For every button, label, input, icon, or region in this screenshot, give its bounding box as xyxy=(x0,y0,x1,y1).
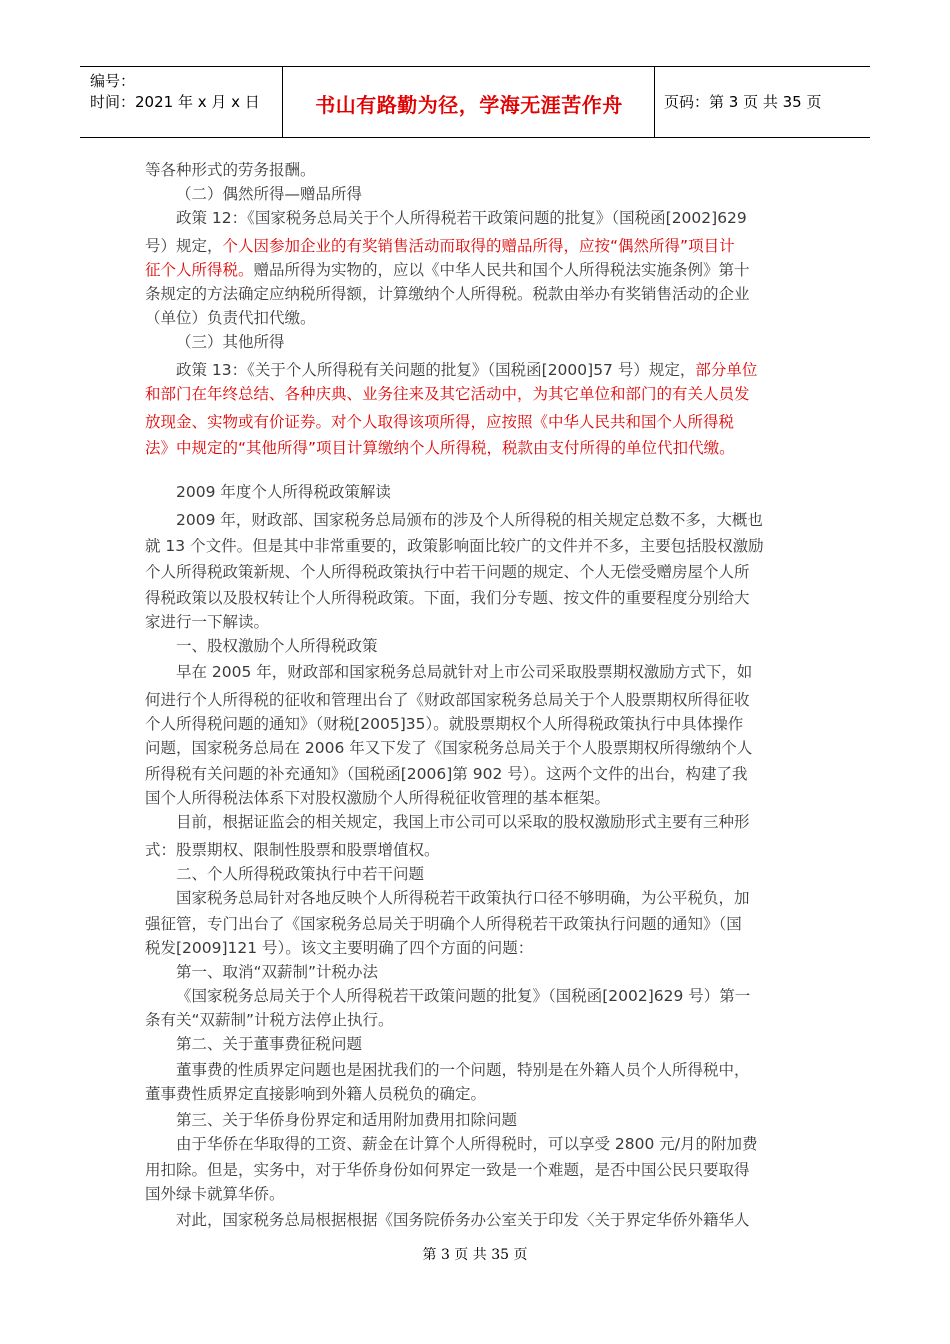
text-line xyxy=(145,234,805,258)
text-run: 就 13 个文件。但是其中非常重要的，政策影响面比较广的文件并不多，主要包括股权激励 xyxy=(145,537,764,555)
text-run: 二、个人所得税政策执行中若干问题 xyxy=(176,865,425,883)
text-line xyxy=(176,1208,805,1232)
text-run: 税发[2009]121 号）。该文主要明确了四个方面的问题： xyxy=(145,939,534,957)
header-meta xyxy=(90,71,260,113)
text-run: 董事费性质界定直接影响到外籍人员税负的确定。 xyxy=(145,1085,487,1103)
text-run: 《国家税务总局关于个人所得税若干政策问题的批复》（国税函[2002]629 号）第一 xyxy=(176,987,751,1005)
text-line xyxy=(176,862,805,886)
highlighted-text: 个人因参加企业的有奖销售活动而取得的赠品所得，应按“偶然所得”项目计 xyxy=(222,237,735,255)
text-line xyxy=(145,282,805,306)
highlighted-text: 征个人所得税。 xyxy=(145,261,254,279)
text-line xyxy=(145,786,805,810)
text-line xyxy=(176,984,805,1008)
text-run: 强征管，专门出台了《国家税务总局关于明确个人所得税若干政策执行问题的通知》（国 xyxy=(145,915,742,933)
text-line xyxy=(145,560,805,584)
text-run: 2009 年度个人所得税政策解读 xyxy=(176,483,391,501)
text-line xyxy=(176,960,805,984)
text-run: 个人所得税政策新规、个人所得税政策执行中若干问题的规定、个人无偿受赠房屋个人所 xyxy=(145,563,750,581)
text-run: 等各种形式的劳务报酬。 xyxy=(145,161,316,179)
text-run: 赠品所得为实物的，应以《中华人民共和国个人所得税法实施条例》第十 xyxy=(253,261,750,279)
text-run: 得税政策以及股权转让个人所得税政策。下面，我们分专题、按文件的重要程度分别给大 xyxy=(145,589,750,607)
text-line xyxy=(145,712,805,736)
text-line xyxy=(176,886,805,910)
text-line xyxy=(176,206,805,230)
text-line xyxy=(145,838,805,862)
text-run: 条有关“双薪制”计税方法停止执行。 xyxy=(145,1011,394,1029)
highlighted-text: 放现金、实物或有价证券。对个人取得该项所得，应按照《中华人民共和国个人所得税 xyxy=(145,413,735,431)
text-run: 政策 13：《关于个人所得税有关问题的批复》（国税函[2000]57 号）规定， xyxy=(176,361,696,379)
text-line xyxy=(176,358,805,382)
text-run: 政策 12：《国家税务总局关于个人所得税若干政策问题的批复》（国税函[2002]629 xyxy=(176,209,747,227)
highlighted-text: 部分单位 xyxy=(695,361,758,379)
text-run: 所得税有关问题的补充通知》（国税函[2006]第 902 号）。这两个文件的出台，构建了我 xyxy=(145,765,748,783)
text-line xyxy=(176,508,805,532)
text-line xyxy=(145,1082,805,1106)
document-date-label: 时间：2021 年 x 月 x 日 xyxy=(90,93,260,111)
text-line xyxy=(176,330,805,354)
text-run: 问题，国家税务总局在 2006 年又下发了《国家税务总局关于个人股票期权所得缴纳个人 xyxy=(145,739,753,757)
text-line xyxy=(176,1058,805,1082)
text-run: 2009 年，财政部、国家税务总局颁布的涉及个人所得税的相关规定总数不多，大概也 xyxy=(176,511,763,529)
text-line xyxy=(145,1182,805,1206)
text-line xyxy=(145,688,805,712)
header-page-label: 页码：第 3 页 共 35 页 xyxy=(664,93,822,111)
header-divider xyxy=(282,67,283,137)
text-run: 目前，根据证监会的相关规定，我国上市公司可以采取的股权激励形式主要有三种形 xyxy=(176,813,750,831)
page-footer: 第 3 页 共 35 页 xyxy=(422,1247,528,1263)
text-run: 国外绿卡就算华侨。 xyxy=(145,1185,285,1203)
text-run: 条规定的方法确定应纳税所得额，计算缴纳个人所得税。税款由举办有奖销售活动的企业 xyxy=(145,285,750,303)
text-line xyxy=(176,182,805,206)
text-line xyxy=(145,382,805,406)
text-line xyxy=(145,258,805,282)
header-divider xyxy=(654,67,655,137)
text-line xyxy=(145,912,805,936)
text-run: 由于华侨在华取得的工资、薪金在计算个人所得税时，可以享受 2800 元/月的附加费 xyxy=(176,1135,758,1153)
text-run: 早在 2005 年，财政部和国家税务总局就针对上市公司采取股票期权激励方式下，如 xyxy=(176,663,753,681)
text-run: （二）偶然所得—赠品所得 xyxy=(176,185,363,203)
header-motto: 书山有路勤为径，学海无涯苦作舟 xyxy=(315,93,623,117)
text-run: 何进行个人所得税的征收和管理出台了《财政部国家税务总局关于个人股票期权所得征收 xyxy=(145,691,750,709)
text-line xyxy=(145,936,805,960)
page-header xyxy=(80,66,870,138)
highlighted-text: 和部门在年终总结、各种庆典、业务往来及其它活动中，为其它单位和部门的有关人员发 xyxy=(145,385,750,403)
text-run: 对此，国家税务总局根据根据《国务院侨务办公室关于印发〈关于界定华侨外籍华人 xyxy=(176,1211,750,1229)
text-line xyxy=(145,1008,805,1032)
text-run: 国家税务总局针对各地反映个人所得税若干政策执行口径不够明确，为公平税负，加 xyxy=(176,889,750,907)
text-line xyxy=(176,1032,805,1056)
text-line xyxy=(145,610,805,634)
text-run: 第三、关于华侨身份界定和适用附加费用扣除问题 xyxy=(176,1111,518,1129)
text-run: 第一、取消“双薪制”计税办法 xyxy=(176,963,379,981)
text-run: 号）规定， xyxy=(145,237,223,255)
text-run: 国个人所得税法体系下对股权激励个人所得税征收管理的基本框架。 xyxy=(145,789,611,807)
text-line xyxy=(145,586,805,610)
text-line xyxy=(176,660,805,684)
text-run: 董事费的性质界定问题也是困扰我们的一个问题，特别是在外籍人员个人所得税中， xyxy=(176,1061,750,1079)
text-line xyxy=(176,480,805,504)
text-run: 一、股权激励个人所得税政策 xyxy=(176,637,378,655)
document-number-label: 编号： xyxy=(90,72,136,90)
text-run: 第二、关于董事费征税问题 xyxy=(176,1035,363,1053)
text-line xyxy=(145,410,805,434)
text-run: （三）其他所得 xyxy=(176,333,285,351)
text-line xyxy=(176,634,805,658)
text-run: （单位）负责代扣代缴。 xyxy=(145,309,316,327)
text-line xyxy=(145,158,805,182)
text-line xyxy=(145,436,805,460)
text-run: 式：股票期权、限制性股票和股票增值权。 xyxy=(145,841,440,859)
text-run: 个人所得税问题的通知》（财税[2005]35）。就股票期权个人所得税政策执行中具体操作 xyxy=(145,715,744,733)
text-line xyxy=(145,762,805,786)
text-line xyxy=(145,1158,805,1182)
text-line xyxy=(176,810,805,834)
text-line xyxy=(176,1108,805,1132)
text-line xyxy=(145,306,805,330)
text-line xyxy=(145,534,805,558)
text-run: 家进行一下解读。 xyxy=(145,613,270,631)
highlighted-text: 法》中规定的“其他所得”项目计算缴纳个人所得税，税款由支付所得的单位代扣代缴。 xyxy=(145,439,735,457)
text-line xyxy=(145,736,805,760)
text-run: 用扣除。但是，实务中，对于华侨身份如何界定一致是一个难题，是否中国公民只要取得 xyxy=(145,1161,750,1179)
text-line xyxy=(176,1132,805,1156)
